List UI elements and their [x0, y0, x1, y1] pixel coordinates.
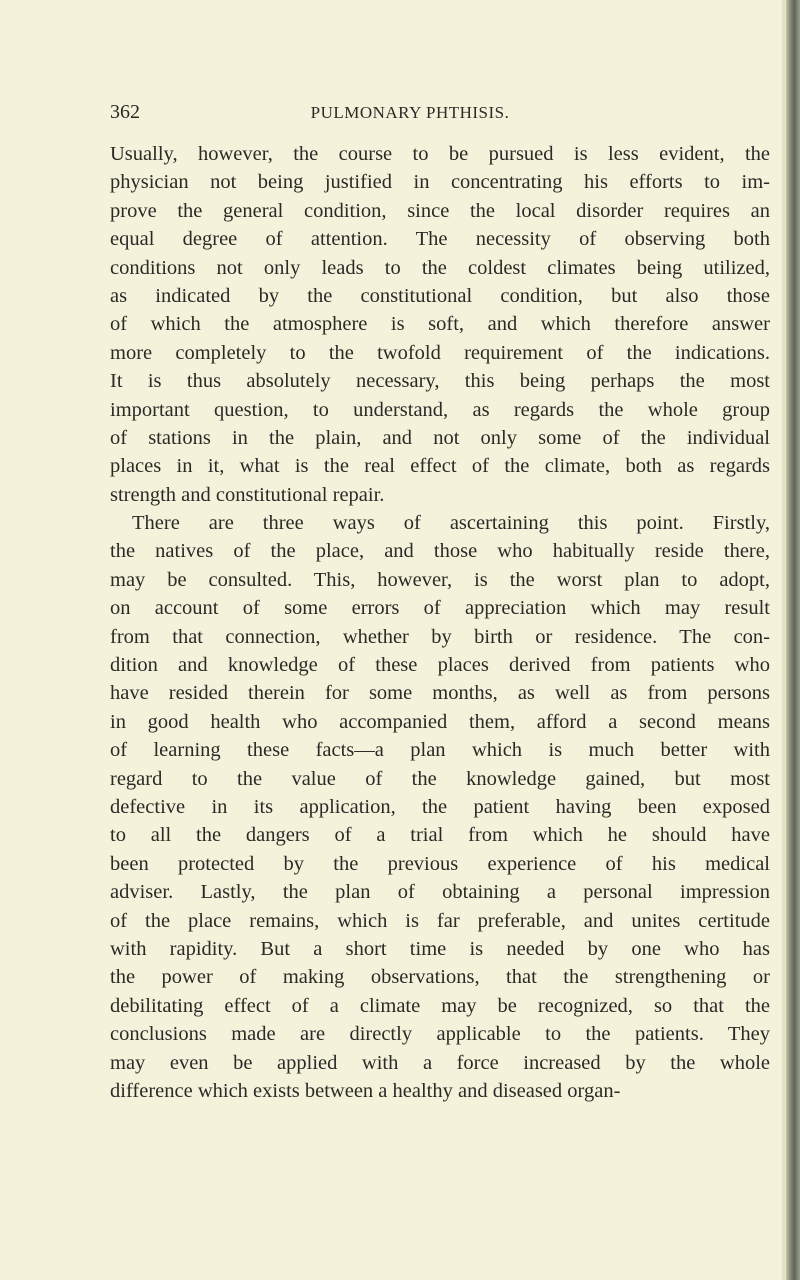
text-line: with rapidity. But a short time is needed by one who has — [110, 937, 770, 960]
text-line: of the place remains, which is far preferable, and unites certitude — [110, 909, 770, 932]
body-text — [110, 140, 770, 1105]
text-line: There are three ways of ascertaining this point. Firstly, — [132, 512, 770, 535]
text-line: in good health who accompanied them, afford a second means — [110, 710, 770, 733]
text-line: prove the general condition, since the local disorder requires an — [110, 199, 770, 222]
book-edge — [786, 0, 800, 1280]
text-line: may be consulted. This, however, is the worst plan to adopt, — [110, 568, 770, 591]
running-head: PULMONARY PHTHISIS. — [310, 103, 510, 122]
text-line: of stations in the plain, and not only some of the individual — [110, 426, 770, 449]
text-line: on account of some errors of appreciation which may result — [110, 597, 770, 620]
text-line: the power of making observations, that the strengthening or — [110, 966, 770, 989]
text-line: debilitating effect of a climate may be recognized, so that the — [110, 994, 770, 1017]
text-line: adviser. Lastly, the plan of obtaining a personal impression — [110, 881, 770, 904]
text-line: equal degree of attention. The necessity of observing both — [110, 228, 770, 251]
text-line: the natives of the place, and those who habitually reside there, — [110, 540, 770, 563]
text-line: conclusions made are directly applicable to the patients. They — [110, 1023, 770, 1046]
page-number: 362 — [110, 101, 140, 123]
text-line: strength and constitutional repair. — [110, 483, 385, 506]
text-line: of which the atmosphere is soft, and which therefore answer — [110, 313, 770, 336]
text-line: difference which exists between a healthy and diseased organ- — [110, 1079, 621, 1102]
text-line: of learning these facts—a plan which is much better with — [110, 739, 770, 762]
text-line: from that connection, whether by birth or residence. The con- — [110, 625, 770, 648]
text-line: as indicated by the constitutional condition, but also those — [110, 284, 770, 307]
text-line: defective in its application, the patient having been exposed — [110, 795, 770, 818]
text-line: Usually, however, the course to be pursued is less evident, the — [110, 143, 770, 165]
text-line: important question, to understand, as regards the whole group — [110, 398, 770, 421]
text-line: been protected by the previous experience of his medical — [110, 852, 770, 875]
text-line: It is thus absolutely necessary, this being perhaps the most — [110, 370, 770, 393]
text-line: may even be applied with a force increased by the whole — [110, 1051, 770, 1074]
text-line: conditions not only leads to the coldest climates being utilized, — [110, 256, 770, 279]
page-header — [110, 101, 770, 131]
text-line: physician not being justified in concentrating his efforts to im- — [110, 171, 770, 194]
text-line: dition and knowledge of these places derived from patients who — [110, 654, 770, 677]
text-line: places in it, what is the real effect of the climate, both as regards — [110, 455, 770, 478]
text-line: to all the dangers of a trial from which he should have — [110, 824, 770, 847]
text-line: have resided therein for some months, as well as from persons — [110, 682, 770, 705]
text-line: more completely to the twofold requirement of the indications. — [110, 341, 770, 364]
text-line: regard to the value of the knowledge gained, but most — [110, 767, 770, 790]
